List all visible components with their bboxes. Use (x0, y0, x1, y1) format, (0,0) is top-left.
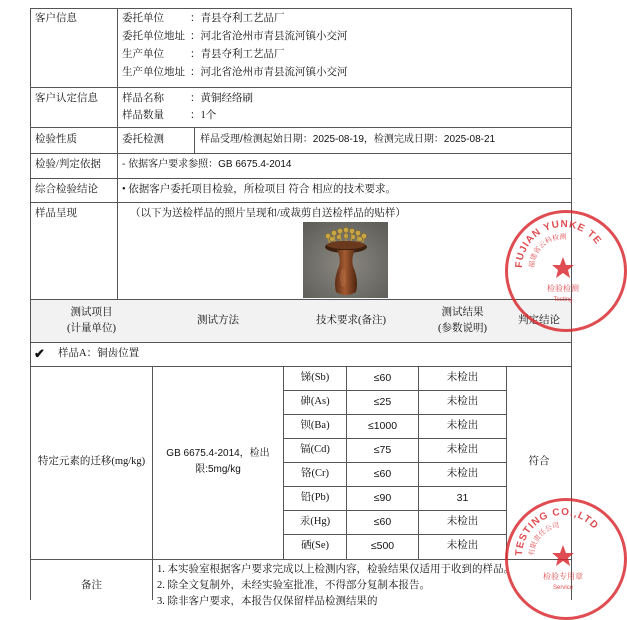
inspection-stamp-top (505, 210, 627, 332)
column-divider (194, 127, 195, 153)
element-result: 未检出 (446, 420, 479, 431)
row-divider (30, 178, 572, 179)
element-result: 未检出 (446, 540, 479, 551)
basis-value: - 依据客户要求参照：GB 6675.4-2014 (122, 159, 292, 170)
appearance-label: 样品呈现 (35, 208, 77, 219)
star-icon (552, 257, 574, 278)
stamp-center-text: 检验专用章 (543, 572, 583, 581)
element-limit: ≤60 (373, 372, 392, 384)
test-method-line1: GB 6675.4-2014，检出 (166, 448, 270, 459)
test-item-name: 特定元素的迁移(mg/kg) (37, 456, 146, 467)
row-divider (30, 87, 572, 88)
column-divider (152, 366, 153, 600)
sample-photo (303, 222, 388, 298)
element-result: 未检出 (446, 516, 479, 527)
row-divider (30, 342, 572, 343)
client-key-1: 委托单位 (122, 13, 164, 24)
table-border-top (30, 8, 572, 9)
sample-qty-value: ：1个 (190, 110, 217, 121)
brass-brush-image (303, 222, 388, 298)
client-key-4: 生产单位地址 (122, 67, 185, 78)
row-divider (30, 127, 572, 128)
remark-line: 3. 除非客户要求，本报告仅保留样品检测结果的 (157, 596, 378, 607)
sample-info-label: 客户认定信息 (35, 93, 98, 104)
client-value-4: ：河北省沧州市青县流河镇小交河 (190, 67, 348, 78)
element-name: 铅(Pb) (300, 492, 330, 503)
header-result: 测试结果 (441, 307, 484, 318)
row-divider (283, 414, 506, 415)
element-result: 未检出 (446, 372, 479, 383)
element-name: 硒(Se) (301, 540, 329, 551)
client-key-2: 委托单位地址 (122, 31, 185, 42)
row-divider (283, 534, 506, 535)
element-limit: ≤500 (370, 540, 395, 552)
stamp-outer-text: FUJIAN YUNKE TE (513, 218, 604, 269)
row-divider (283, 510, 506, 511)
element-result: 未检出 (446, 396, 479, 407)
element-limit: ≤75 (373, 444, 392, 456)
appearance-note: （以下为送检样品的照片呈现和/或裁剪自送检样品的贴样） (130, 208, 406, 219)
row-divider (30, 202, 572, 203)
element-name: 镉(Cd) (300, 444, 330, 455)
client-info-label: 客户信息 (35, 13, 77, 24)
remark-line: 2. 除全文复制外，未经实验室批准，不得部分复制本报告。 (157, 580, 430, 591)
header-result-note: (参数说明) (438, 323, 487, 334)
element-limit: ≤25 (373, 396, 392, 408)
row-divider (283, 438, 506, 439)
element-limit: ≤60 (373, 516, 392, 528)
sample-name-key: 样品名称 (122, 93, 164, 104)
stamp-bottom-text: Testing (553, 297, 573, 303)
row-divider (283, 462, 506, 463)
sample-qty-key: 样品数量 (122, 110, 164, 121)
stamp-center-text: 检验检测 (547, 284, 579, 293)
remarks-label: 备注 (81, 580, 102, 591)
element-name: 汞(Hg) (299, 516, 331, 527)
sample-a-label: 样品A：铜齿位置 (58, 348, 140, 359)
element-name: 铬(Cr) (301, 468, 329, 479)
stamp-inner-text: 有限责任公司 (527, 521, 560, 557)
sample-name-value: ：黄铜经络刷 (190, 93, 253, 104)
stamp-outer-text: TESTING CO.,LTD (513, 506, 601, 557)
test-nature-value: 委托检测 (122, 134, 164, 145)
inspection-stamp-bottom (505, 498, 627, 620)
row-divider (30, 559, 572, 560)
client-value-1: ：青县夺利工艺品厂 (190, 13, 285, 24)
remark-line: 1. 本实验室根据客户要求完成以上检测内容，检验结果仅适用于收到的样品。 (157, 564, 514, 575)
header-test-item-unit: (计量单位) (67, 323, 116, 334)
element-result: 未检出 (446, 444, 479, 455)
row-divider (283, 390, 506, 391)
element-name: 钡(Ba) (300, 420, 330, 431)
check-mark-icon: ✔ (34, 346, 45, 361)
overall-verdict: 符合 (528, 456, 550, 467)
label-column-divider (117, 8, 118, 299)
element-result: 未检出 (446, 468, 479, 479)
element-result: 31 (456, 492, 469, 504)
header-method: 测试方法 (197, 315, 239, 326)
basis-label: 检验/判定依据 (35, 159, 101, 170)
test-dates: 样品受理/检测起始日期：2025-08-19，检测完成日期：2025-08-21 (200, 134, 496, 145)
conclusion-value: • 依据客户委托项目检验，所检项目 符合 相应的技术要求。 (122, 184, 397, 195)
conclusion-label: 综合检验结论 (35, 184, 98, 195)
element-name: 砷(As) (300, 396, 330, 407)
row-divider (30, 366, 572, 367)
stamp-bottom-text: Service (552, 585, 574, 591)
svg-text:FUJIAN YUNKE TE (514, 219, 603, 268)
row-divider (30, 153, 572, 154)
client-value-2: ：河北省沧州市青县流河镇小交河 (190, 31, 348, 42)
test-method-line2: 限:5mg/kg (195, 464, 241, 475)
header-verdict: 判定结论 (518, 315, 560, 326)
svg-text:TESTING CO.,LTD (514, 507, 601, 556)
test-nature-label: 检验性质 (35, 134, 77, 145)
element-limit: ≤90 (373, 492, 392, 504)
stamp-inner-text: 福建省云科检测 (527, 233, 567, 269)
header-test-item: 测试项目 (70, 307, 113, 318)
element-limit: ≤1000 (367, 420, 398, 432)
element-limit: ≤60 (373, 468, 392, 480)
element-name: 锑(Sb) (300, 372, 330, 383)
client-value-3: ：青县夺利工艺品厂 (190, 49, 285, 60)
client-key-3: 生产单位 (122, 49, 164, 60)
header-requirement: 技术要求(备注) (316, 315, 386, 326)
star-icon (552, 545, 574, 566)
row-divider (283, 486, 506, 487)
